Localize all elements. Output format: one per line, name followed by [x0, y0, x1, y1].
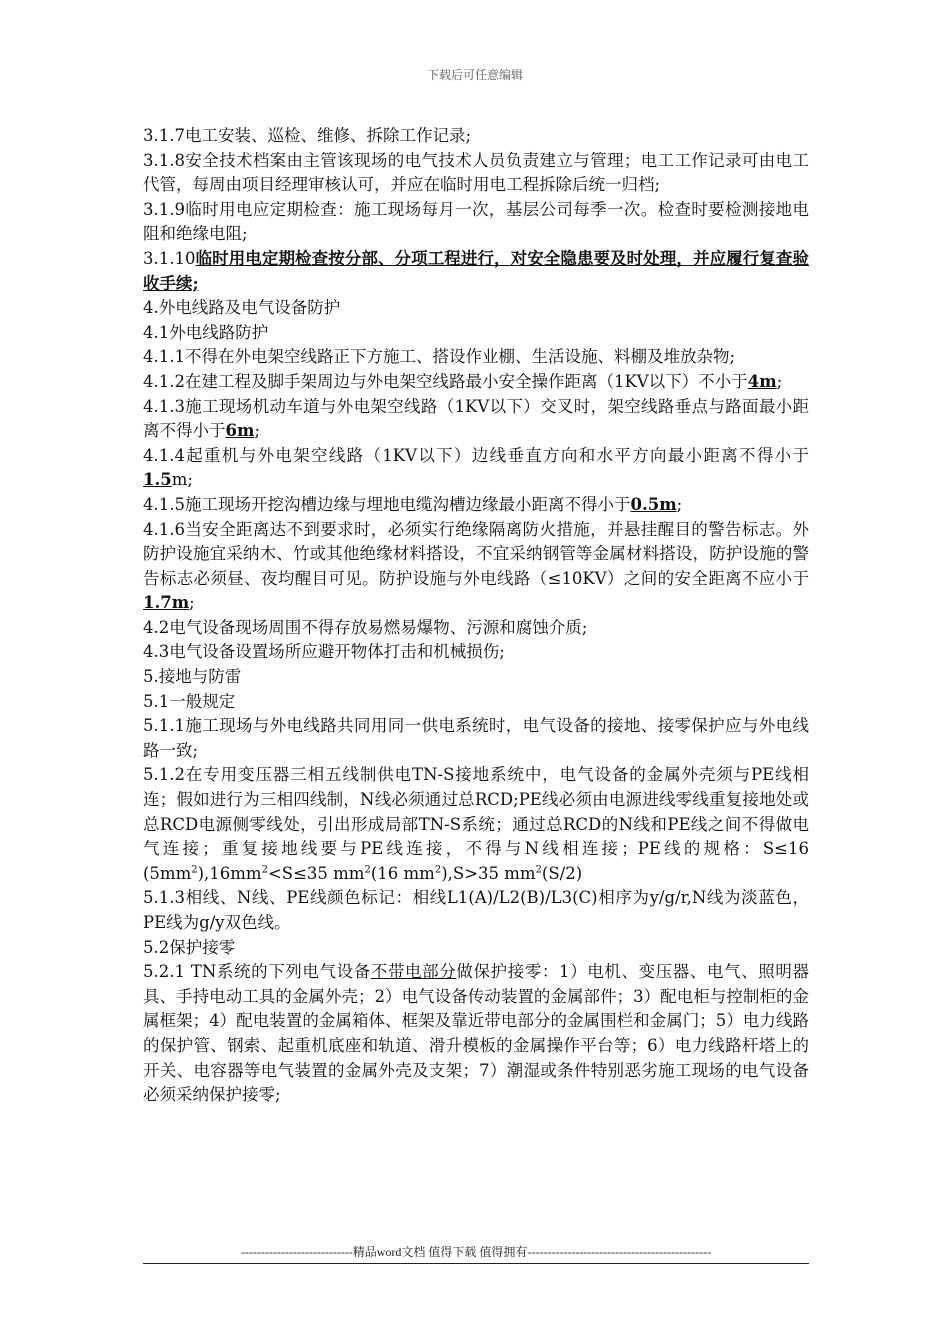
paragraph [143, 690, 809, 715]
paragraph [143, 518, 809, 616]
page-header: 下载后可任意编辑 [426, 68, 523, 82]
paragraph [143, 960, 809, 1108]
paragraph [143, 370, 809, 395]
text-run: 临时用电定期检查按分部、分项工程进行，对安全隐患要及时处理，并应履行复查验收手续; [143, 248, 809, 293]
paragraph [143, 124, 809, 149]
paragraph [143, 198, 809, 247]
paragraph [143, 493, 809, 518]
superscript: 2 [434, 864, 442, 876]
text-run: 3.1.8安全技术档案由主管该现场的电气技术人员负责建立与管理；电工工作记录可由电工代管，每周由项目经理审核认可，并应在临时用电工程拆除后统一归档; [143, 150, 809, 195]
text-run: ; [776, 371, 783, 391]
text-run: m; [171, 470, 193, 490]
text-run: 5.2.1 TN系统的下列电气设备 [143, 962, 371, 982]
text-run: ; [676, 494, 683, 514]
text-run: 4.1.6当安全距离达不到要求时，必须实行绝缘隔离防火措施，并悬挂醒目的警告标志。外防护设施宜采纳木、竹或其他绝缘材料搭设，不宜采纳钢管等金属材料搭设，防护设施的警告标志必须昼、夜均醒目可见。防护设施与外电线路（≤10KV）之间的安全距离不应小于 [143, 519, 809, 588]
paragraph [143, 247, 809, 296]
superscript: 2 [364, 864, 371, 876]
text-run: 4.1.5施工现场开挖沟槽边缘与埋地电缆沟槽边缘最小距离不得小于 [143, 494, 631, 514]
text-run: 3.1.9临时用电应定期检查：施工现场每月一次，基层公司每季一次。检查时要检测接地电阻和绝缘电阻; [143, 199, 809, 244]
paragraph [143, 886, 809, 935]
paragraph [143, 149, 809, 198]
superscript: 2 [261, 864, 268, 876]
paragraph [143, 321, 809, 346]
text-run: 5.2保护接零 [143, 937, 236, 957]
text-run: (16 mm [370, 863, 435, 883]
text-run: 不带电部分 [370, 962, 457, 982]
document-body [143, 124, 809, 1108]
paragraph [143, 665, 809, 690]
text-run: 5.1.1施工现场与外电线路共同用同一供电系统时，电气设备的接地、接零保护应与外电线路一致; [143, 716, 809, 760]
superscript: 2 [535, 864, 542, 876]
paragraph [143, 444, 809, 493]
text-run: 5.1一般规定 [143, 691, 236, 711]
paragraph [143, 640, 809, 665]
paragraph [143, 763, 809, 886]
text-run: 4.1.3施工现场机动车道与外电架空线路（1KV以下）交叉时，架空线路垂点与路面最小距离不得小于 [143, 396, 809, 441]
text-run: 5.1.3相线、N线、PE线颜色标记：相线L1(A)/L2(B)/L3(C)相序为y/g/r,N线为淡蓝色，PE线为g/y双色线。 [143, 888, 809, 932]
paragraph [143, 936, 809, 961]
text-run: 5.接地与防雷 [143, 667, 242, 687]
text-run: 5.1.2在专用变压器三相五线制供电TN-S接地系统中，电气设备的金属外壳须与PE线相连；假如进行为三相四线制，N线必须通过总RCD;PE线必须由电源进线零线重复接地处或总RCD电源侧零线处，引出形成局部TN-S系统；通过总RCD的N线和PE线之间不得做电气连接；重复接地线要与PE线连接，不得与N线相连接；PE线的规格：S≤16 (5mm [143, 765, 809, 883]
text-run: 4.2电气设备现场周围不得存放易燃易爆物、污源和腐蚀介质; [143, 617, 588, 637]
paragraph [143, 296, 809, 321]
text-run: 0.5m [630, 494, 677, 514]
page-footer: ----------------------------精品word文档 值得下载 值得拥有---------------------------------------------- [240, 1245, 712, 1259]
paragraph [143, 345, 809, 370]
text-run: ; [254, 421, 261, 441]
text-run: ; [189, 593, 195, 613]
footer-rule [143, 1263, 809, 1264]
paragraph [143, 714, 809, 763]
text-run: (S/2) [541, 863, 583, 883]
text-run: 1.7m [143, 593, 190, 613]
paragraph [143, 395, 809, 444]
text-run: 1.5 [143, 470, 172, 490]
superscript: 2 [191, 864, 198, 876]
text-run: 4.1.1不得在外电架空线路正下方施工、搭设作业棚、生活设施、料棚及堆放杂物; [143, 347, 736, 367]
text-run: 4.1外电线路防护 [143, 322, 269, 342]
text-run: 4.1.2在建工程及脚手架周边与外电架空线路最小安全操作距离（1KV以下）不小于 [143, 371, 748, 391]
text-run: 4.3电气设备设置场所应避开物体打击和机械损伤; [143, 642, 505, 662]
text-run: ),16mm [197, 863, 262, 883]
text-run: 4.1.4起重机与外电架空线路（1KV以下）边线垂直方向和水平方向最小距离不得小于 [143, 445, 809, 465]
text-run: 4m [747, 371, 777, 391]
text-run: 4.外电线路及电气设备防护 [143, 298, 341, 318]
paragraph [143, 616, 809, 641]
text-run: 3.1.7电工安装、巡检、维修、拆除工作记录; [143, 126, 472, 145]
text-run: <S≤35 mm [267, 863, 365, 883]
text-run: 3.1.10 [143, 248, 196, 268]
text-run: 做保护接零：1）电机、变压器、电气、照明器具、手持电动工具的金属外壳；2）电气设备传动装置的金属部件；3）配电柜与控制柜的金属框架；4）配电装置的金属箱体、框架及靠近带电部分的金属围栏和金属门；5）电力线路的保护管、钢索、起重机底座和轨道、滑升模板的金属操作平台等；6）电力线路杆塔上的开关、电容器等电气装置的金属外壳及支架；7）潮湿或条件特别恶劣施工现场的电气设备必须采纳保护接零; [143, 962, 810, 1105]
text-run: ),S>35 mm [441, 863, 536, 883]
text-run: 6m [225, 421, 255, 441]
